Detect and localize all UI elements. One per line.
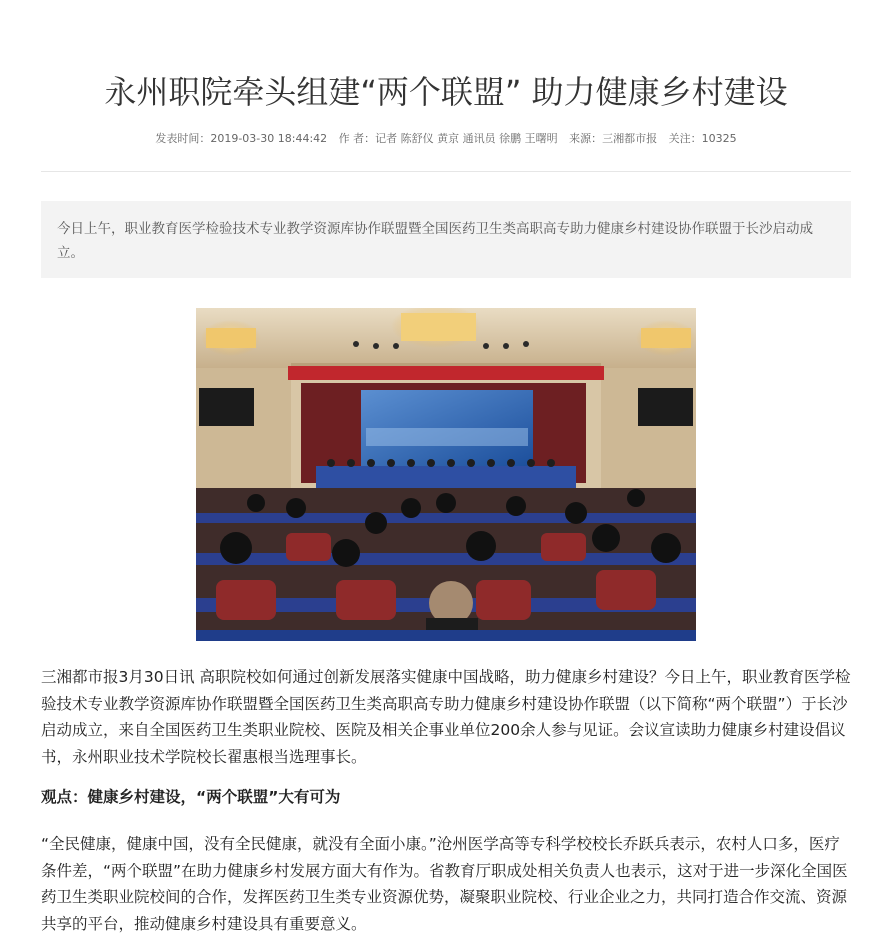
- article-subheading: 观点：健康乡村建设，“两个联盟”大有可为: [41, 788, 341, 806]
- publish-label: 发表时间：: [155, 132, 211, 145]
- views: [669, 132, 737, 145]
- author-value: 记者 陈舒仪 黄京 通讯员 徐鹏 王曙明: [375, 132, 558, 145]
- source-label: 来源：: [569, 132, 603, 145]
- source: [569, 132, 657, 145]
- author-label: 作 者：: [338, 132, 376, 145]
- article-paragraph-1: 三湘都市报3月30日讯 高职院校如何通过创新发展落实健康中国战略，助力健康乡村建设？今日上午，职业教育医学检验技术专业教学资源库协作联盟暨全国医药卫生类高职高专助力健康乡村建设协作联盟（以下简称“两个联盟”）于长沙启动成立，来自全国医药卫生类职业院校、医院及相关企事业单位200余人参与见证。会议宣读助力健康乡村建设倡议书，永州职业技术学院校长翟惠根当选理事长。: [41, 668, 851, 766]
- publish-time: [155, 132, 327, 145]
- views-label: 关注：: [668, 132, 702, 145]
- article-paragraph-2: “全民健康，健康中国，没有全民健康，就没有全面小康。”沧州医学高等专科学校校长乔跃兵表示，农村人口多，医疗条件差，“两个联盟”在助力健康乡村发展方面大有作为。省教育厅职成处相关负责人也表示，这对于进一步深化全国医药卫生类职业院校间的合作，发挥医药卫生类专业资源优势，凝聚职业院校、行业企业之力，共同打造合作交流、资源共享的平台，推动健康乡村建设具有重要意义。: [41, 835, 848, 933]
- article-title: 永州职院牵头组建“两个联盟” 助力健康乡村建设: [104, 73, 788, 111]
- views-value: 10325: [701, 132, 737, 145]
- article-photo: [196, 308, 696, 641]
- source-value: 三湘都市报: [602, 132, 658, 145]
- article-meta: [41, 132, 851, 146]
- conference-photo-illustration: [196, 308, 696, 641]
- publish-value: 2019-03-30 18:44:42: [210, 132, 328, 145]
- header-divider: [41, 171, 851, 172]
- author: [339, 132, 558, 145]
- article-summary: 今日上午，职业教育医学检验技术专业教学资源库协作联盟暨全国医药卫生类高职高专助力健康乡村建设协作联盟于长沙启动成立。: [41, 201, 851, 278]
